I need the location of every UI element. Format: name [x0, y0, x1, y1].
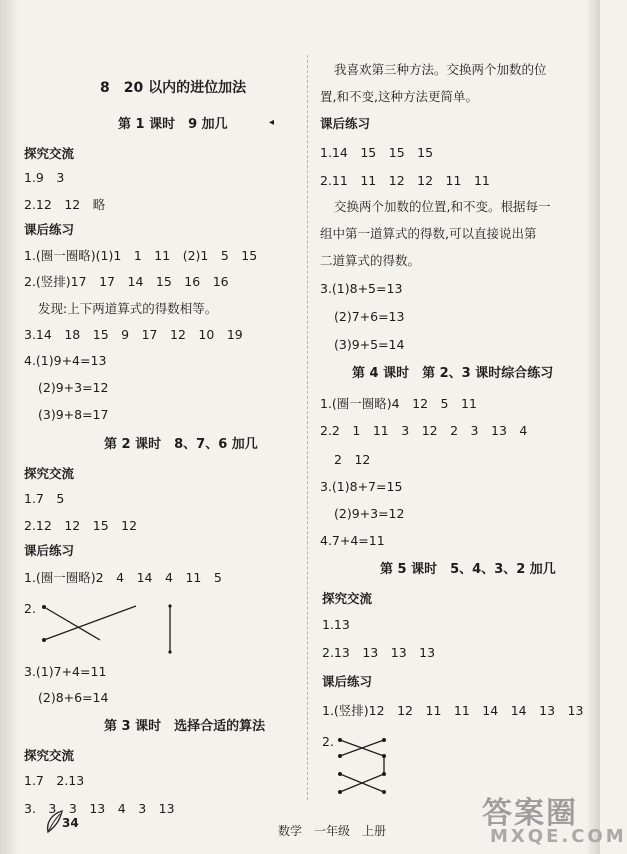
l1-practice-4b: (2)9+3=12 [38, 380, 109, 395]
l4-practice-1: 1.(圈一圈略)4 12 5 11 [320, 396, 477, 411]
r-practice-2: 2.11 11 12 12 11 11 [320, 173, 490, 188]
l3-answer-1-2: 1.7 2.13 [24, 773, 85, 788]
l1-answer-2: 2.12 12 略 [24, 197, 106, 212]
l2-answer-2: 2.12 12 15 12 [24, 518, 138, 533]
r-intro-line-1: 我喜欢第三种方法。交换两个加数的位 [334, 62, 547, 77]
l1-answer-1: 1.9 3 [24, 170, 65, 185]
l4-practice-3b: (2)9+3=12 [334, 506, 405, 521]
l5-practice-2-label: 2. [322, 734, 334, 749]
footer-subject: 数学 一年级 上册 [278, 824, 387, 838]
r-practice-1: 1.14 15 15 15 [320, 145, 434, 160]
r-practice-3c: (3)9+5=14 [334, 337, 405, 352]
l3-explore-heading: 探究交流 [24, 748, 75, 763]
l4-practice-2b: 2 12 [334, 452, 371, 467]
l5-answer-2: 2.13 13 13 13 [322, 645, 436, 660]
l2-practice-3b: (2)8+6=14 [38, 690, 109, 705]
l2-matching-lines [40, 600, 200, 660]
l2-match-dot [168, 650, 171, 653]
r-explain-line-3: 二道算式的得数。 [320, 253, 421, 268]
l4-practice-4: 4.7+4=11 [320, 533, 385, 548]
lesson1-title: 第 1 课时 9 加几 [118, 117, 228, 132]
l1-practice-1: 1.(圈一圈略)(1)1 1 11 (2)1 5 15 [24, 248, 258, 263]
l1-practice-2: 2.(竖排)17 17 14 15 16 16 [24, 274, 229, 289]
section-title: 8 20 以内的进位加法 [100, 80, 247, 96]
page-number: 34 [62, 816, 79, 830]
lesson4-title: 第 4 课时 第 2、3 课时综合练习 [352, 366, 554, 381]
stray-mark: ◂ [269, 117, 275, 128]
l2-practice-1: 1.(圈一圈略)2 4 14 4 11 5 [24, 570, 222, 585]
l4-practice-2: 2.2 1 11 3 12 2 3 13 4 [320, 423, 528, 438]
r-practice-3b: (2)7+6=13 [334, 309, 405, 324]
r-explain-line-1: 交换两个加数的位置,和不变。根据每一 [334, 199, 551, 214]
r-practice-heading: 课后练习 [320, 116, 371, 131]
l1-practice-4c: (3)9+8=17 [38, 407, 109, 422]
l5-answer-1: 1.13 [322, 617, 350, 632]
l1-practice-4a: 4.(1)9+4=13 [24, 353, 107, 368]
r-practice-3a: 3.(1)8+5=13 [320, 281, 403, 296]
lesson3-title: 第 3 课时 选择合适的算法 [104, 719, 266, 734]
l5-matching-lines [336, 734, 396, 800]
watermark-url: MXQE.COM [490, 826, 627, 847]
binding-shadow [0, 0, 20, 854]
l1-practice-heading: 课后练习 [24, 222, 75, 237]
l2-match-line [100, 606, 136, 640]
column-divider [307, 55, 309, 800]
l1-finding: 发现:上下两道算式的得数相等。 [38, 301, 218, 316]
l2-answer-1: 1.7 5 [24, 491, 65, 506]
l2-practice-heading: 课后练习 [24, 543, 75, 558]
r-explain-line-2: 组中第一道算式的得数,可以直接说出第 [320, 226, 537, 241]
lesson5-title: 第 5 课时 5、4、3、2 加几 [380, 562, 556, 577]
lesson2-title: 第 2 课时 8、7、6 加几 [104, 437, 258, 452]
l2-match-dot [168, 604, 171, 607]
l5-explore-heading: 探究交流 [322, 591, 373, 606]
l2-practice-3a: 3.(1)7+4=11 [24, 664, 107, 679]
r-intro-line-2: 置,和不变,这种方法更简单。 [320, 89, 478, 104]
l1-practice-3: 3.14 18 15 9 17 12 10 19 [24, 327, 243, 342]
l5-practice-1: 1.(竖排)12 12 11 11 14 14 13 13 [322, 703, 584, 718]
watermark-logo: 答案圈 [482, 796, 578, 831]
l2-explore-heading: 探究交流 [24, 466, 75, 481]
l1-explore-heading: 探究交流 [24, 146, 75, 161]
l3-answer-3: 3. 3 3 13 4 3 13 [24, 801, 175, 816]
page-edge-shadow [586, 0, 600, 854]
l4-practice-3a: 3.(1)8+7=15 [320, 479, 403, 494]
l5-practice-heading: 课后练习 [322, 674, 373, 689]
l2-match-line [44, 607, 100, 640]
l2-practice-2-label: 2. [24, 601, 36, 616]
l2-match-line [44, 606, 136, 640]
